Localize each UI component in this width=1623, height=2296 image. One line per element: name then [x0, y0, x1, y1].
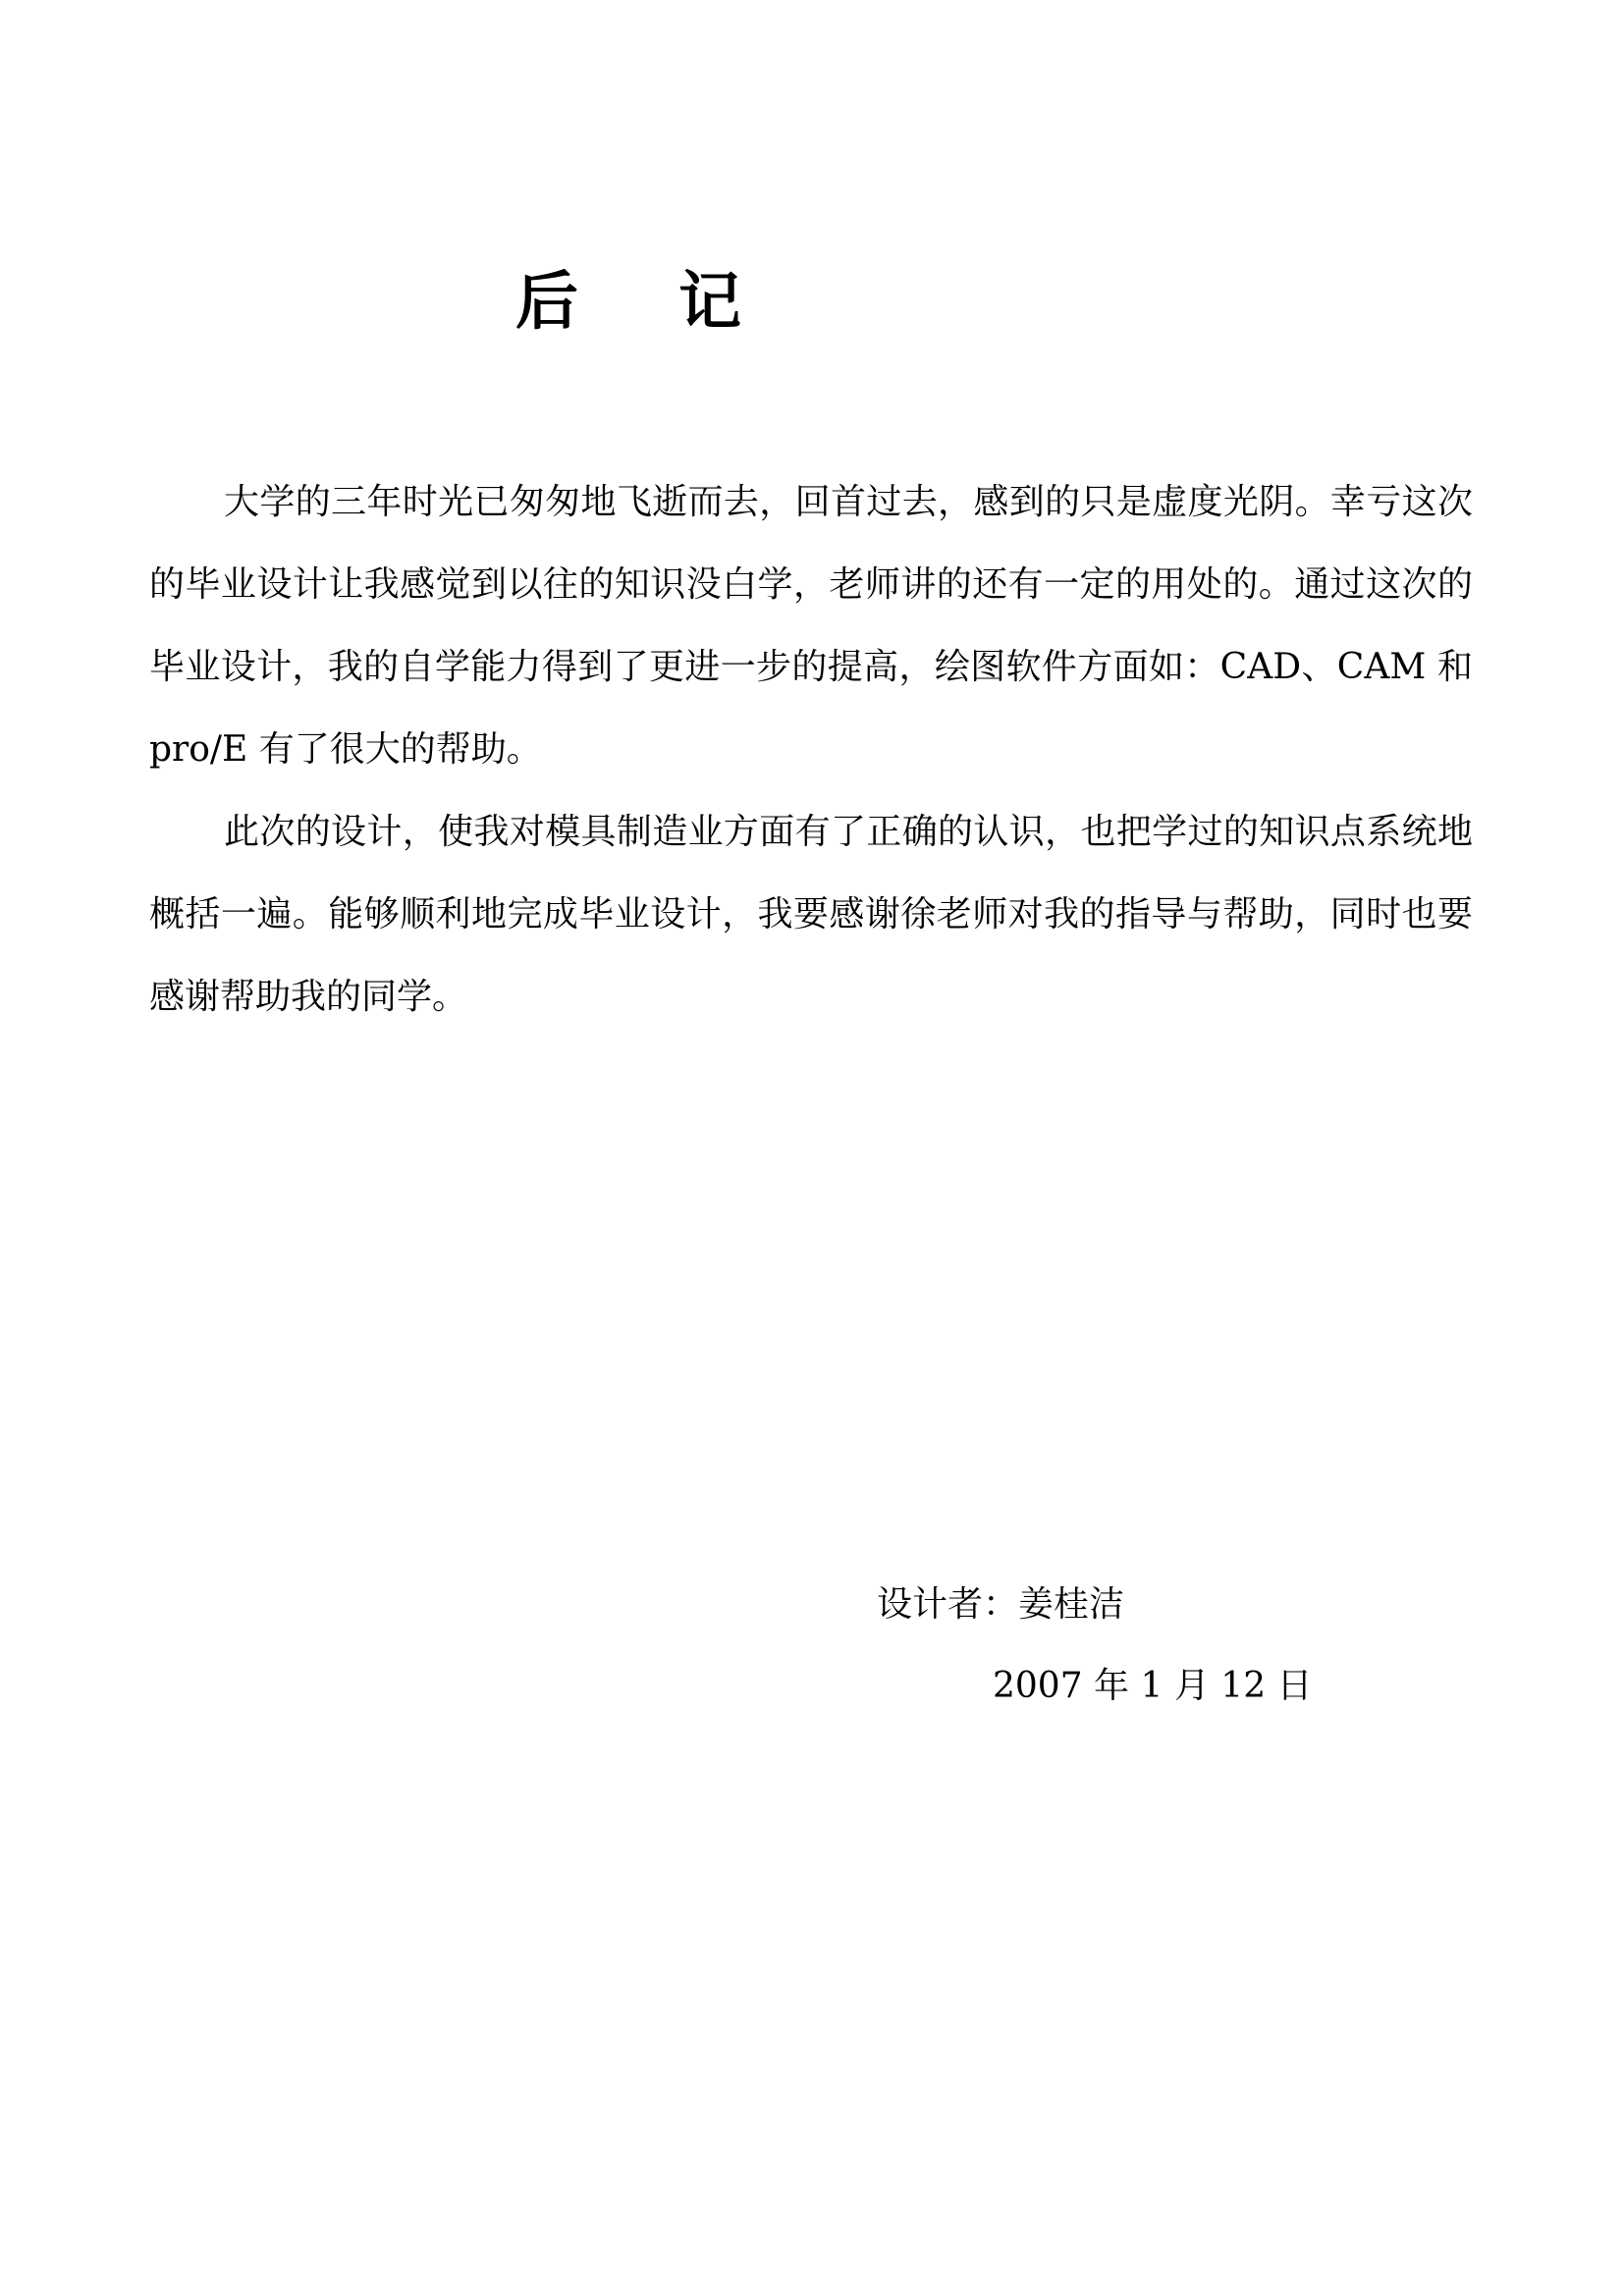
paragraph-2: 此次的设计，使我对模具制造业方面有了正确的认识，也把学过的知识点系统地概括一遍。能够顺利地完成毕业设计，我要感谢徐老师对我的指导与帮助，同时也要感谢帮助我的同学。: [149, 812, 1473, 1017]
paragraph-1: 大学的三年时光已匆匆地飞逝而去，回首过去，感到的只是虚度光阴。幸亏这次的毕业设计让我感觉到以往的知识没白学，老师讲的还有一定的用处的。通过这次的毕业设计，我的自学能力得到了更进一步的提高，绘图软件方面如：CAD、CAM 和 pro/E 有了很大的帮助。: [149, 482, 1473, 770]
document-body: [149, 461, 1473, 1039]
document-date: 2007 年 1 月 12 日: [993, 1666, 1313, 1706]
author-signature: 设计者：姜桂洁: [877, 1584, 1125, 1625]
title-char-2: 记: [678, 266, 741, 339]
title-char-1: 后: [515, 266, 578, 339]
page-title: [515, 263, 741, 342]
